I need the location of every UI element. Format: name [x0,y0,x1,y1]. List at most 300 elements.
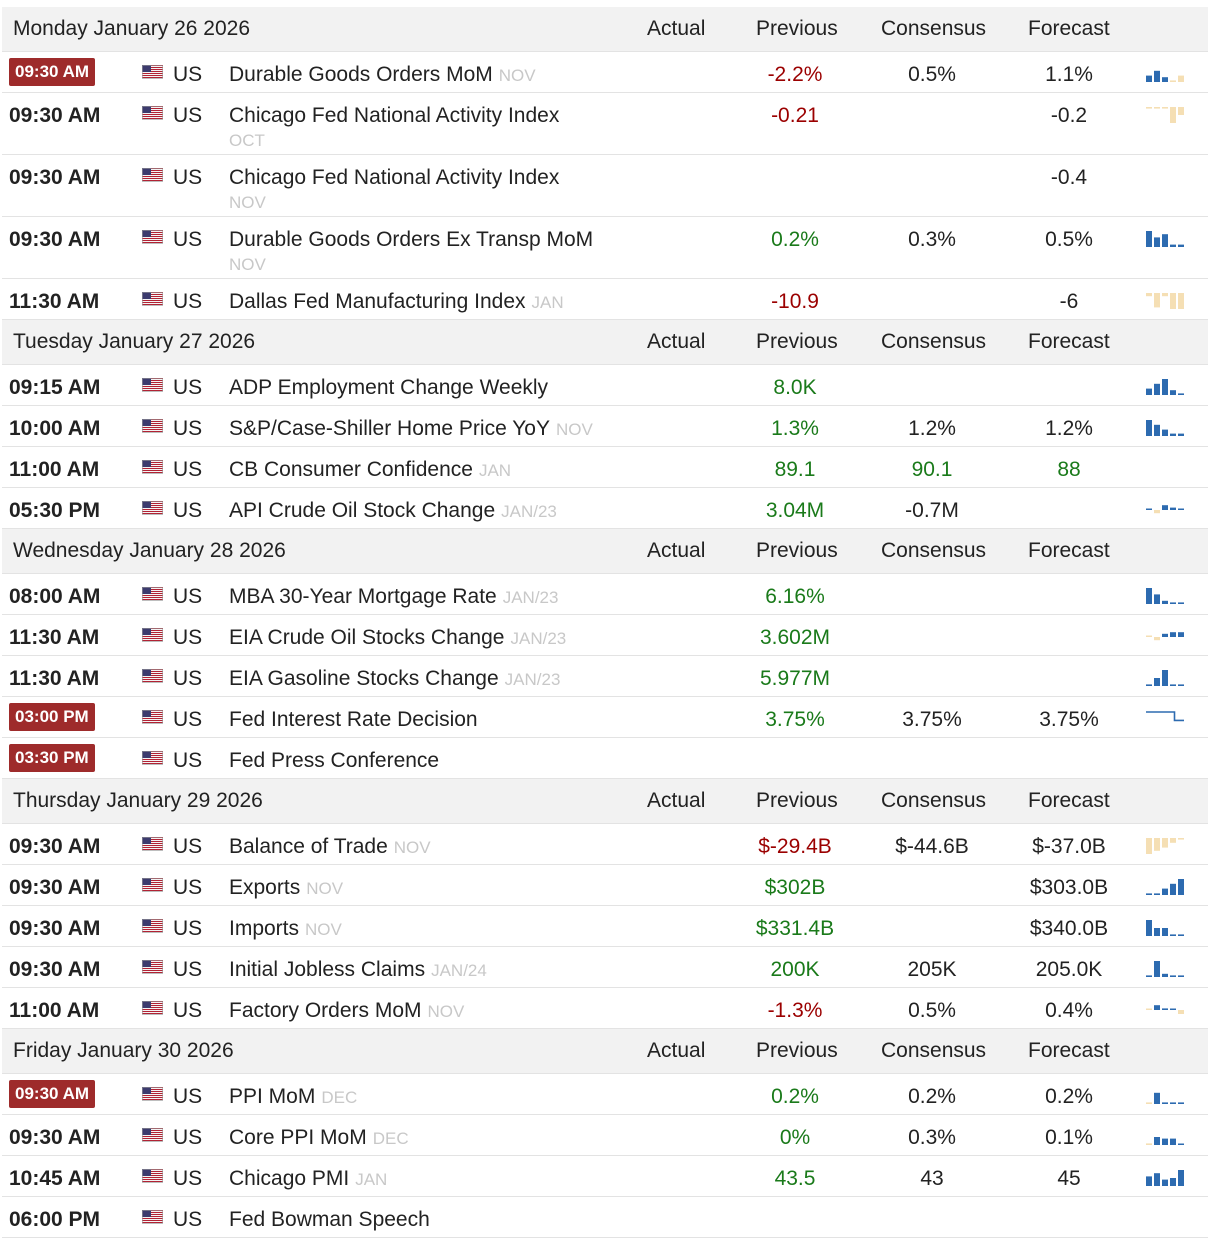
sparkline-bar [1146,1102,1152,1104]
us-flag-icon [142,751,163,765]
us-flag-icon [142,292,163,306]
sparkline-chart[interactable] [1145,878,1185,896]
event-name-cell[interactable] [229,499,557,523]
sparkline-bar [1146,107,1152,109]
event-row[interactable] [2,988,1208,1029]
event-name-link[interactable]: Balance of Trade [229,835,388,858]
sparkline-bar [1146,420,1152,436]
event-row[interactable] [2,656,1208,697]
sparkline-bar [1170,80,1176,82]
forecast-value: -0.2 [1050,104,1088,127]
sparkline-bar [1146,588,1152,604]
us-flag-icon [142,837,163,851]
sparkline-chart[interactable] [1145,1087,1185,1105]
previous-value: -0.21 [771,104,819,127]
country-code[interactable]: US [173,376,203,399]
sparkline-bar [1146,893,1152,895]
sparkline-chart[interactable] [1145,837,1185,855]
event-row[interactable] [2,93,1208,155]
country-code[interactable]: US [173,626,203,649]
event-row[interactable] [2,52,1208,93]
sparkline-bar [1146,389,1152,395]
event-name-link[interactable]: PPI MoM [229,1085,316,1108]
event-time: 09:30 AM [9,104,101,127]
sparkline-bar [1170,632,1176,637]
event-name-cell[interactable] [229,376,548,400]
sparkline-bar [1154,384,1160,395]
sparkline-bar [1146,1143,1152,1145]
event-name-link[interactable]: Core PPI MoM [229,1126,367,1149]
event-name-link[interactable]: ADP Employment Change Weekly [229,376,549,399]
sparkline-chart[interactable] [1145,501,1185,519]
sparkline-bar [1146,920,1152,936]
reference-period: JAN [355,1170,388,1189]
country-code[interactable]: US [173,585,203,608]
sparkline-chart[interactable] [1145,106,1185,124]
reference-period: NOV [498,66,536,85]
event-name-cell[interactable] [229,917,342,941]
sparkline-bar [1162,974,1168,977]
sparkline-bar [1178,1010,1184,1014]
us-flag-icon [142,587,163,601]
reference-period: DEC [372,1129,409,1148]
column-header-consensus[interactable]: Consensus [881,1039,987,1062]
forecast-value: 0.2% [1045,1085,1093,1108]
country-code[interactable]: US [173,458,203,481]
sparkline-bar [1178,107,1184,115]
event-time: 03:00 PM [9,703,95,731]
previous-value: 3.75% [765,708,825,731]
sparkline-bar [1154,961,1160,977]
event-name-link[interactable]: MBA 30-Year Mortgage Rate [229,585,497,608]
event-row[interactable] [2,1074,1208,1115]
reference-period: JAN/23 [502,588,559,607]
sparkline-bar [1170,1009,1176,1011]
sparkline-bar [1178,245,1184,247]
sparkline-chart[interactable] [1145,230,1185,248]
sparkline-chart[interactable] [1145,1001,1185,1019]
sparkline-bar [1154,425,1160,436]
column-header-actual[interactable]: Actual [647,330,706,353]
sparkline-chart[interactable] [1145,710,1185,728]
previous-value: 1.3% [771,417,819,440]
country-code[interactable]: US [173,104,203,127]
sparkline-bar [1154,293,1160,307]
reference-period: NOV [305,920,342,939]
sparkline-bar [1178,1144,1184,1146]
event-time: 09:30 AM [9,835,101,858]
sparkline-bar [1146,1176,1152,1186]
event-name-link[interactable]: CB Consumer Confidence [229,458,473,481]
event-row[interactable] [2,279,1208,320]
previous-value: $-29.4B [758,835,832,858]
column-header-consensus[interactable]: Consensus [881,789,987,812]
country-code[interactable]: US [173,958,203,981]
column-header-forecast[interactable]: Forecast [1028,17,1110,40]
forecast-value: 0.1% [1045,1126,1093,1149]
sparkline-bar [1178,975,1184,977]
event-name-link[interactable]: Dallas Fed Manufacturing Index [229,290,526,313]
country-code[interactable]: US [173,1126,203,1149]
sparkline-bar [1146,838,1152,854]
sparkline-bar [1170,245,1176,247]
event-row[interactable] [2,574,1208,615]
event-name-link[interactable]: Factory Orders MoM [229,999,422,1022]
sparkline-bar [1170,838,1176,843]
us-flag-icon [142,65,163,79]
column-header-actual[interactable]: Actual [647,789,706,812]
sparkline-chart[interactable] [1145,669,1185,687]
event-name-cell[interactable] [229,63,536,87]
country-code[interactable]: US [173,166,203,189]
us-flag-icon [142,501,163,515]
event-time: 09:30 AM [9,917,101,940]
sparkline-bar [1178,632,1184,637]
forecast-value: 205.0K [1035,958,1103,981]
event-name-cell[interactable] [229,835,431,859]
event-row[interactable] [2,615,1208,656]
event-row[interactable] [2,217,1208,279]
event-name-cell[interactable] [229,1126,409,1150]
column-header-previous[interactable]: Previous [756,1039,838,1062]
reference-period: NOV [306,879,344,898]
country-code[interactable]: US [173,999,203,1022]
sparkline-bar [1162,379,1168,395]
day-title: Friday January 30 2026 [13,1039,234,1062]
sparkline-bar [1154,594,1160,604]
previous-value: 5.977M [759,667,831,690]
event-name-link[interactable]: Initial Jobless Claims [229,958,426,981]
event-name-cell[interactable] [229,999,464,1023]
event-row[interactable] [2,1115,1208,1156]
consensus-value: 90.1 [911,458,953,481]
previous-value: $302B [764,876,826,899]
day-title: Monday January 26 2026 [13,17,250,40]
previous-value: 3.602M [759,626,831,649]
sparkline-bar [1170,1139,1176,1145]
event-name-cell[interactable] [229,667,560,691]
event-name-link[interactable]: Chicago PMI [229,1167,350,1190]
event-name-cell[interactable] [229,104,559,151]
column-header-forecast[interactable]: Forecast [1028,539,1110,562]
event-name-cell[interactable] [229,1167,387,1191]
event-row[interactable] [2,906,1208,947]
previous-value: 8.0K [773,376,817,399]
previous-value: 0% [779,1126,811,1149]
event-row[interactable] [2,1156,1208,1197]
sparkline-bar [1154,237,1160,247]
column-header-previous[interactable]: Previous [756,789,838,812]
us-flag-icon [142,106,163,120]
day-title: Tuesday January 27 2026 [13,330,256,353]
sparkline-bar [1154,838,1160,851]
sparkline-bar [1162,928,1168,936]
event-name-link[interactable]: Durable Goods Orders Ex Transp MoM [229,228,594,251]
country-code[interactable]: US [173,708,203,731]
reference-period: OCT [229,131,265,150]
previous-value: 3.04M [765,499,825,522]
country-code[interactable]: US [173,1085,203,1108]
column-header-previous[interactable]: Previous [756,330,838,353]
reference-period: NOV [229,193,266,212]
event-name-link[interactable]: EIA Crude Oil Stocks Change [229,626,505,649]
reference-period: DEC [321,1088,358,1107]
event-time: 09:15 AM [9,376,101,399]
event-name-cell[interactable] [229,458,511,482]
sparkline-bar [1146,509,1152,511]
column-header-consensus[interactable]: Consensus [881,539,987,562]
sparkline-bar [1162,1139,1168,1145]
event-row[interactable] [2,697,1208,738]
sparkline-chart[interactable] [1145,628,1185,646]
event-time: 09:30 AM [9,58,95,86]
event-name-cell[interactable] [229,228,593,275]
consensus-value: 1.2% [908,417,956,440]
sparkline-bar [1170,602,1176,604]
reference-period: JAN [478,461,512,480]
event-row[interactable] [2,738,1208,779]
event-row[interactable] [2,824,1208,865]
event-time: 09:30 AM [9,876,101,899]
forecast-value: $340.0B [1029,917,1109,940]
column-header-actual[interactable]: Actual [647,17,706,40]
sparkline-bar [1162,234,1168,247]
previous-value: -2.2% [767,63,823,86]
column-header-consensus[interactable]: Consensus [881,330,987,353]
sparkline-bar [1154,510,1160,513]
event-name-link[interactable]: API Crude Oil Stock Change [229,499,496,522]
sparkline-bar [1162,1102,1168,1104]
event-name-cell[interactable] [229,1085,357,1109]
event-name-link[interactable]: Chicago Fed National Activity Index [229,166,560,189]
event-name-cell[interactable] [229,417,593,441]
reference-period: NOV [393,838,431,857]
sparkline-bar [1154,1093,1160,1104]
sparkline-bar [1146,975,1152,977]
sparkline-chart[interactable] [1145,960,1185,978]
forecast-value: 88 [1057,458,1081,481]
event-name-link[interactable]: Fed Press Conference [229,749,440,772]
sparkline-chart[interactable] [1145,65,1185,83]
sparkline-bar [1170,884,1176,895]
event-name-link[interactable]: Fed Interest Rate Decision [229,708,478,731]
sparkline-bar [1170,684,1176,686]
sparkline-bar [1162,430,1168,436]
column-header-previous[interactable]: Previous [756,539,838,562]
day-header [2,1029,1208,1074]
sparkline-bar [1146,1009,1152,1011]
event-name-cell[interactable] [229,290,564,314]
forecast-value: 0.4% [1045,999,1093,1022]
column-header-consensus[interactable]: Consensus [881,17,987,40]
sparkline-bar [1154,107,1160,109]
event-row[interactable] [2,947,1208,988]
sparkline-bar [1146,293,1152,296]
event-row[interactable] [2,1197,1208,1238]
country-code[interactable]: US [173,499,203,522]
event-time: 10:45 AM [9,1167,101,1190]
sparkline-chart[interactable] [1145,378,1185,396]
event-row[interactable] [2,865,1208,906]
sparkline-bar [1178,602,1184,604]
sparkline-bar [1154,1137,1160,1145]
consensus-value: 0.3% [908,228,956,251]
forecast-value: 45 [1057,1167,1081,1190]
sparkline-bar [1170,434,1176,436]
event-time: 09:30 AM [9,1126,101,1149]
sparkline-bar [1170,508,1176,510]
us-flag-icon [142,1087,163,1101]
forecast-value: 0.5% [1045,228,1093,251]
sparkline-bar [1170,1178,1176,1186]
sparkline-bar [1154,71,1160,82]
sparkline-chart[interactable] [1145,419,1185,437]
us-flag-icon [142,460,163,474]
forecast-value: 1.1% [1045,63,1093,86]
sparkline-bar [1154,1173,1160,1186]
sparkline-bar [1162,634,1168,637]
reference-period: NOV [555,420,593,439]
event-time: 06:00 PM [9,1208,101,1231]
column-header-forecast[interactable]: Forecast [1028,789,1110,812]
event-row[interactable] [2,488,1208,529]
sparkline-chart[interactable] [1145,1128,1185,1146]
sparkline-bar [1162,1180,1168,1186]
event-name-link[interactable]: EIA Gasoline Stocks Change [229,667,499,690]
sparkline-bar [1178,434,1184,436]
sparkline-bar [1162,107,1168,109]
sparkline-bar [1178,76,1184,82]
previous-value: 89.1 [774,458,816,481]
sparkline-bar [1154,893,1160,895]
us-flag-icon [142,230,163,244]
day-header [2,7,1208,52]
event-time: 10:00 AM [9,417,101,440]
us-flag-icon [142,378,163,392]
event-row[interactable] [2,447,1208,488]
country-code[interactable]: US [173,1167,203,1190]
country-code[interactable]: US [173,917,203,940]
country-code[interactable]: US [173,63,203,86]
us-flag-icon [142,168,163,182]
event-name-link[interactable]: Chicago Fed National Activity Index [229,104,560,127]
us-flag-icon [142,1210,163,1224]
event-row[interactable] [2,155,1208,217]
previous-value: 43.5 [774,1167,816,1190]
country-code[interactable]: US [173,228,203,251]
previous-value: 0.2% [771,1085,819,1108]
event-name-cell[interactable] [229,1208,430,1232]
consensus-value: 3.75% [902,708,962,731]
consensus-value: 0.5% [908,999,956,1022]
country-code[interactable]: US [173,417,203,440]
sparkline-bar [1146,231,1152,247]
sparkline-bar [1146,636,1152,638]
country-code[interactable]: US [173,876,203,899]
sparkline-bar [1162,601,1168,604]
event-time: 09:30 AM [9,958,101,981]
sparkline-chart[interactable] [1145,919,1185,937]
event-name-cell[interactable] [229,876,343,900]
forecast-value: 3.75% [1039,708,1099,731]
forecast-value: $303.0B [1029,876,1109,899]
previous-value: -1.3% [767,999,823,1022]
consensus-value: 0.5% [908,63,956,86]
event-name-cell[interactable] [229,958,487,982]
event-row[interactable] [2,365,1208,406]
us-flag-icon [142,628,163,642]
previous-value: 200K [770,958,820,981]
sparkline-bar [1162,838,1168,848]
us-flag-icon [142,669,163,683]
country-code[interactable]: US [173,290,203,313]
previous-value: 6.16% [765,585,825,608]
event-name-link[interactable]: Imports [229,917,300,940]
sparkline-bar [1146,684,1152,686]
event-name-link[interactable]: Fed Bowman Speech [229,1208,430,1231]
country-code[interactable]: US [173,835,203,858]
day-header [2,320,1208,365]
reference-period: NOV [427,1002,465,1021]
consensus-value: 0.2% [908,1085,956,1108]
sparkline-bar [1162,1008,1168,1010]
country-code[interactable]: US [173,667,203,690]
event-name-link[interactable]: Exports [229,876,301,899]
consensus-value: $-44.6B [895,835,969,858]
sparkline-bar [1178,838,1184,840]
day-header [2,779,1208,824]
consensus-value: 43 [920,1167,944,1190]
previous-value: 0.2% [771,228,819,251]
reference-period: JAN [531,293,564,312]
event-name-cell[interactable] [229,585,558,609]
event-name-cell[interactable] [229,708,478,732]
event-name-cell[interactable] [229,626,566,650]
event-time: 05:30 PM [9,499,101,522]
sparkline-chart[interactable] [1145,1169,1185,1187]
event-name-cell[interactable] [229,166,559,213]
us-flag-icon [142,710,163,724]
sparkline-bar [1162,670,1168,686]
consensus-value: 205K [907,958,957,981]
column-header-forecast[interactable]: Forecast [1028,1039,1110,1062]
column-header-forecast[interactable]: Forecast [1028,330,1110,353]
day-title: Wednesday January 28 2026 [13,539,286,562]
country-code[interactable]: US [173,1208,203,1231]
sparkline-bar [1162,889,1168,895]
country-code[interactable]: US [173,749,203,772]
sparkline-bar [1154,1005,1160,1010]
event-time: 11:30 AM [9,667,100,690]
sparkline-bar [1178,393,1184,395]
sparkline-bar [1162,293,1168,296]
event-name-link[interactable]: Durable Goods Orders MoM [229,63,493,86]
event-name-link[interactable]: S&P/Case-Shiller Home Price YoY [229,417,550,440]
sparkline-bar [1178,1170,1184,1186]
sparkline-bar [1170,934,1176,936]
sparkline-chart[interactable] [1145,292,1185,310]
sparkline-chart[interactable] [1145,587,1185,605]
event-row[interactable] [2,406,1208,447]
event-time: 09:30 AM [9,1080,95,1108]
column-header-actual[interactable]: Actual [647,1039,706,1062]
us-flag-icon [142,878,163,892]
event-name-cell[interactable] [229,749,439,773]
column-header-previous[interactable]: Previous [756,17,838,40]
previous-value: $331.4B [755,917,835,940]
consensus-value: -0.7M [905,499,959,522]
column-header-actual[interactable]: Actual [647,539,706,562]
